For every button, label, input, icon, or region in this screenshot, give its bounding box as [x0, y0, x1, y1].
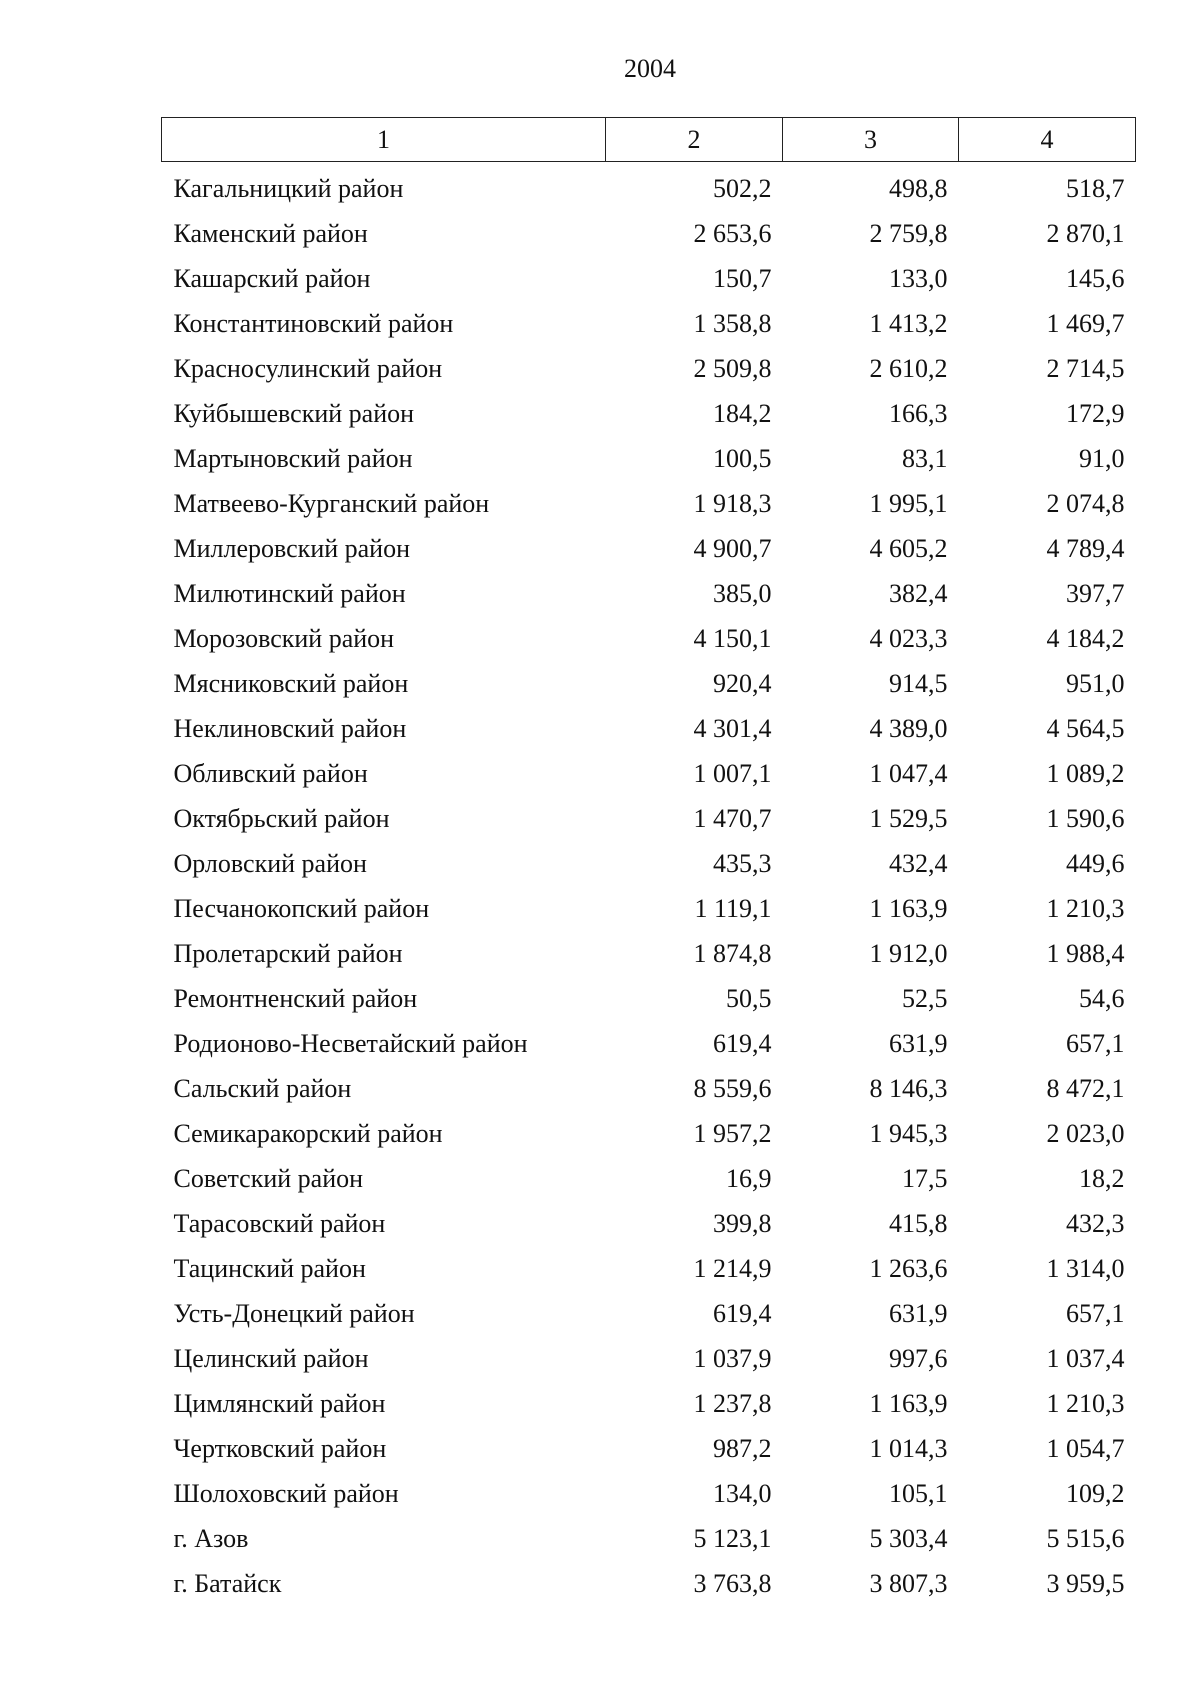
table-row — [162, 1066, 1136, 1111]
district-name-cell: Тацинский район — [173, 1253, 366, 1283]
column-4-value-cell: 54,6 — [1079, 983, 1125, 1013]
column-2-value-cell: 2 653,6 — [693, 218, 772, 248]
table-row — [162, 1516, 1136, 1561]
table-row — [162, 1381, 1136, 1426]
column-3-value-cell: 1 163,9 — [869, 1388, 948, 1418]
column-3-value-cell: 1 263,6 — [869, 1253, 948, 1283]
column-4-value-cell: 8 472,1 — [1046, 1073, 1125, 1103]
table-row — [162, 1156, 1136, 1201]
column-4-value-cell: 3 959,5 — [1046, 1568, 1125, 1598]
column-2-value-cell: 619,4 — [713, 1028, 772, 1058]
column-4-value-cell: 4 564,5 — [1046, 713, 1125, 743]
column-2-value-cell: 1 358,8 — [693, 308, 772, 338]
column-4-value-cell: 1 590,6 — [1046, 803, 1125, 833]
column-2-value-cell: 1 957,2 — [693, 1118, 772, 1148]
column-4-value-cell: 657,1 — [1066, 1298, 1125, 1328]
column-4-value-cell: 449,6 — [1066, 848, 1125, 878]
column-3-value-cell: 105,1 — [889, 1478, 948, 1508]
column-3-value-cell: 5 303,4 — [869, 1523, 948, 1553]
column-2-value-cell: 184,2 — [713, 398, 772, 428]
column-4-value-cell: 2 714,5 — [1046, 353, 1125, 383]
page-number: 2004 — [624, 54, 676, 83]
column-3-value-cell: 1 413,2 — [869, 308, 948, 338]
column-3-value-cell: 382,4 — [889, 578, 948, 608]
column-2-value-cell: 1 874,8 — [693, 938, 772, 968]
column-3-value-cell: 3 807,3 — [869, 1568, 948, 1598]
district-name-cell: Шолоховский район — [173, 1478, 399, 1508]
table-row — [162, 1246, 1136, 1291]
district-name-cell: Сальский район — [173, 1073, 352, 1103]
table-row — [162, 1471, 1136, 1516]
table-row — [162, 1561, 1136, 1606]
column-4-value-cell: 2 023,0 — [1046, 1118, 1125, 1148]
column-4-value-cell: 432,3 — [1066, 1208, 1125, 1238]
column-2-value-cell: 150,7 — [713, 263, 772, 293]
column-2-value-cell: 1 470,7 — [693, 803, 772, 833]
column-3-value-cell: 631,9 — [889, 1028, 948, 1058]
column-3-value-cell: 631,9 — [889, 1298, 948, 1328]
column-3-value-cell: 4 605,2 — [869, 533, 948, 563]
table-row — [162, 346, 1136, 391]
district-name-cell: Красносулинский район — [173, 353, 443, 383]
column-3-value-cell: 83,1 — [902, 443, 948, 473]
column-4-value-cell: 1 469,7 — [1046, 308, 1125, 338]
column-2-value-cell: 435,3 — [713, 848, 772, 878]
column-4-value-cell: 4 789,4 — [1046, 533, 1125, 563]
column-4-value-cell: 1 210,3 — [1046, 893, 1125, 923]
column-3-value-cell: 17,5 — [902, 1163, 948, 1193]
table-row — [162, 526, 1136, 571]
column-2-value-cell: 2 509,8 — [693, 353, 772, 383]
district-name-cell: Неклиновский район — [173, 713, 407, 743]
column-3-value-cell: 2 759,8 — [869, 218, 948, 248]
column-2-value-cell: 8 559,6 — [693, 1073, 772, 1103]
column-4-value-cell: 109,2 — [1066, 1478, 1125, 1508]
column-2-value-cell: 4 150,1 — [693, 623, 772, 653]
column-header-2: 2 — [606, 118, 783, 162]
district-name-cell: Целинский район — [173, 1343, 369, 1373]
data-table — [161, 117, 1136, 1606]
column-2-value-cell: 385,0 — [713, 578, 772, 608]
column-2-value-cell: 920,4 — [713, 668, 772, 698]
district-name-cell: Матвеево-Курганский район — [173, 488, 490, 518]
district-name-cell: Каменский район — [173, 218, 368, 248]
column-4-value-cell: 1 988,4 — [1046, 938, 1125, 968]
district-name-cell: Цимлянский район — [173, 1388, 386, 1418]
table-row — [162, 1426, 1136, 1471]
district-name-cell: Кашарский район — [173, 263, 371, 293]
table-row — [162, 706, 1136, 751]
column-4-value-cell: 518,7 — [1066, 173, 1125, 203]
column-4-value-cell: 91,0 — [1079, 443, 1125, 473]
column-2-value-cell: 4 900,7 — [693, 533, 772, 563]
table-row — [162, 886, 1136, 931]
table-row — [162, 1336, 1136, 1381]
column-4-value-cell: 657,1 — [1066, 1028, 1125, 1058]
column-3-value-cell: 914,5 — [889, 668, 948, 698]
district-name-cell: Куйбышевский район — [173, 398, 415, 428]
column-2-value-cell: 1 237,8 — [693, 1388, 772, 1418]
column-4-value-cell: 1 054,7 — [1046, 1433, 1125, 1463]
table-body — [162, 162, 1136, 1607]
column-2-value-cell: 502,2 — [713, 173, 772, 203]
column-2-value-cell: 1 037,9 — [693, 1343, 772, 1373]
district-name-cell: Обливский район — [173, 758, 368, 788]
district-name-cell: Морозовский район — [173, 623, 395, 653]
table-row — [162, 796, 1136, 841]
district-name-cell: Кагальницкий район — [173, 173, 404, 203]
table-row — [162, 751, 1136, 796]
column-2-value-cell: 1 918,3 — [693, 488, 772, 518]
column-3-value-cell: 1 912,0 — [869, 938, 948, 968]
column-2-value-cell: 4 301,4 — [693, 713, 772, 743]
district-name-cell: Мартыновский район — [173, 443, 413, 473]
column-3-value-cell: 2 610,2 — [869, 353, 948, 383]
district-name-cell: Советский район — [173, 1163, 364, 1193]
column-2-value-cell: 3 763,8 — [693, 1568, 772, 1598]
district-name-cell: Тарасовский район — [173, 1208, 386, 1238]
column-2-value-cell: 5 123,1 — [693, 1523, 772, 1553]
column-2-value-cell: 16,9 — [726, 1163, 772, 1193]
column-4-value-cell: 1 089,2 — [1046, 758, 1125, 788]
column-header-4: 4 — [959, 118, 1136, 162]
column-4-value-cell: 1 210,3 — [1046, 1388, 1125, 1418]
table-row — [162, 481, 1136, 526]
table-row — [162, 256, 1136, 301]
column-3-value-cell: 997,6 — [889, 1343, 948, 1373]
column-3-value-cell: 1 163,9 — [869, 893, 948, 923]
column-4-value-cell: 397,7 — [1066, 578, 1125, 608]
table-row — [162, 616, 1136, 661]
column-2-value-cell: 1 119,1 — [694, 893, 772, 923]
district-name-cell: г. Азов — [173, 1523, 249, 1553]
table-row — [162, 162, 1136, 212]
district-name-cell: Миллеровский район — [173, 533, 411, 563]
column-4-value-cell: 18,2 — [1079, 1163, 1125, 1193]
table-row — [162, 211, 1136, 256]
column-2-value-cell: 987,2 — [713, 1433, 772, 1463]
column-header-1: 1 — [162, 118, 606, 162]
district-name-cell: Ремонтненский район — [173, 983, 418, 1013]
column-2-value-cell: 1 214,9 — [693, 1253, 772, 1283]
header-row — [162, 118, 1136, 162]
district-name-cell: Константиновский район — [173, 308, 454, 338]
column-3-value-cell: 432,4 — [889, 848, 948, 878]
table-row — [162, 1111, 1136, 1156]
column-3-value-cell: 133,0 — [889, 263, 948, 293]
table-row — [162, 841, 1136, 886]
table-row — [162, 1021, 1136, 1066]
column-4-value-cell: 4 184,2 — [1046, 623, 1125, 653]
column-2-value-cell: 619,4 — [713, 1298, 772, 1328]
table-row — [162, 931, 1136, 976]
column-3-value-cell: 166,3 — [889, 398, 948, 428]
district-name-cell: Милютинский район — [173, 578, 406, 608]
column-4-value-cell: 2 870,1 — [1046, 218, 1125, 248]
column-4-value-cell: 951,0 — [1066, 668, 1125, 698]
table-row — [162, 436, 1136, 481]
district-name-cell: Родионово-Несветайский район — [173, 1028, 528, 1058]
district-name-cell: Усть-Донецкий район — [173, 1298, 415, 1328]
column-4-value-cell: 1 037,4 — [1046, 1343, 1125, 1373]
column-4-value-cell: 1 314,0 — [1046, 1253, 1125, 1283]
column-3-value-cell: 1 529,5 — [869, 803, 948, 833]
district-name-cell: Песчанокопский район — [173, 893, 430, 923]
table-header — [162, 118, 1136, 162]
district-name-cell: Семикаракорский район — [173, 1118, 443, 1148]
column-3-value-cell: 4 023,3 — [869, 623, 948, 653]
column-3-value-cell: 498,8 — [889, 173, 948, 203]
district-name-cell: Орловский район — [173, 848, 367, 878]
table-row — [162, 976, 1136, 1021]
column-4-value-cell: 145,6 — [1066, 263, 1125, 293]
column-2-value-cell: 50,5 — [726, 983, 772, 1013]
district-name-cell: г. Батайск — [173, 1568, 282, 1598]
column-2-value-cell: 100,5 — [713, 443, 772, 473]
table-row — [162, 391, 1136, 436]
table-row — [162, 301, 1136, 346]
column-3-value-cell: 1 047,4 — [869, 758, 948, 788]
column-2-value-cell: 399,8 — [713, 1208, 772, 1238]
district-name-cell: Чертковский район — [173, 1433, 387, 1463]
column-3-value-cell: 52,5 — [902, 983, 948, 1013]
column-2-value-cell: 1 007,1 — [693, 758, 772, 788]
district-name-cell: Мясниковский район — [173, 668, 409, 698]
table-row — [162, 1291, 1136, 1336]
column-3-value-cell: 1 945,3 — [869, 1118, 948, 1148]
column-3-value-cell: 1 995,1 — [869, 488, 948, 518]
column-4-value-cell: 172,9 — [1066, 398, 1125, 428]
table-row — [162, 1201, 1136, 1246]
column-2-value-cell: 134,0 — [713, 1478, 772, 1508]
column-3-value-cell: 4 389,0 — [869, 713, 948, 743]
column-header-3: 3 — [783, 118, 959, 162]
column-3-value-cell: 1 014,3 — [869, 1433, 948, 1463]
table-row — [162, 571, 1136, 616]
district-name-cell: Октябрьский район — [173, 803, 390, 833]
column-3-value-cell: 8 146,3 — [869, 1073, 948, 1103]
district-name-cell: Пролетарский район — [173, 938, 403, 968]
column-3-value-cell: 415,8 — [889, 1208, 948, 1238]
column-4-value-cell: 5 515,6 — [1046, 1523, 1125, 1553]
column-4-value-cell: 2 074,8 — [1046, 488, 1125, 518]
table-row — [162, 661, 1136, 706]
